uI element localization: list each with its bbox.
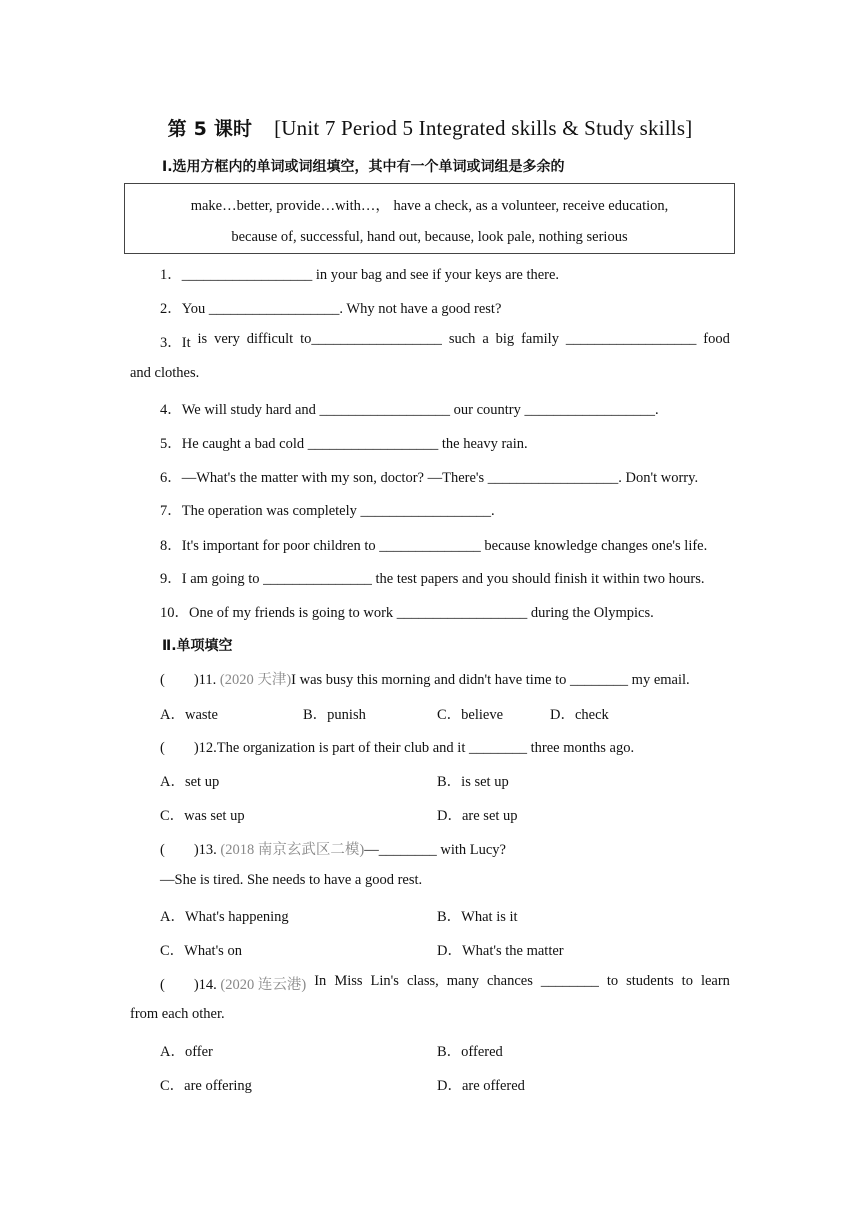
word-box-line-1: make…better, provide…with…， have a check, as a volunteer, receive education, xyxy=(190,198,669,214)
q12-option-a: A．set up xyxy=(160,774,220,790)
q14-option-b: B．offered xyxy=(437,1044,503,1060)
question-13-continued: —She is tired. She needs to have a good rest. xyxy=(160,872,423,888)
q3-word: is xyxy=(197,331,208,347)
q3-word: difficult xyxy=(246,331,294,347)
q11-option-b: B．punish xyxy=(303,707,366,723)
question-12: ( )12.The organization is part of their club and it ________ three months ago. xyxy=(160,740,635,756)
q14-number: ( )14. xyxy=(160,977,221,993)
word-box-line-2: because of, successful, hand out, because, look pale, nothing serious xyxy=(231,229,628,245)
q14-word: In xyxy=(314,973,327,989)
q14-option-a: A．offer xyxy=(160,1044,213,1060)
q11-text: I was busy this morning and didn't have time to ________ my email. xyxy=(291,672,690,688)
question-8: 8．It's important for poor children to ______________ because knowledge changes one's life. xyxy=(160,538,708,554)
q14-word: many xyxy=(446,973,479,989)
q14-number-source xyxy=(160,973,306,994)
q3-word: a xyxy=(482,331,489,347)
q3-word: food xyxy=(703,331,730,347)
unit-title: [Unit 7 Period 5 Integrated skills & Study skills] xyxy=(274,116,693,140)
word-box xyxy=(124,183,735,254)
q3-word: to__________________ xyxy=(300,331,442,347)
q3-word: very xyxy=(214,331,240,347)
q14-word: Miss xyxy=(334,973,363,989)
q14-word: to xyxy=(606,973,619,989)
q13-source: (2018 南京玄武区二模) xyxy=(220,842,365,858)
q12-option-b: B．is set up xyxy=(437,774,509,790)
q13-option-c: C．What's on xyxy=(160,943,242,959)
question-1: 1．__________________ in your bag and see if your keys are there. xyxy=(160,267,560,283)
section-1-heading: Ⅰ.选用方框内的单词或词组填空，其中有一个单词或词组是多余的 xyxy=(162,159,565,175)
q3-word: 3．It xyxy=(160,335,191,351)
q11-source: (2020 天津) xyxy=(219,672,292,688)
q12-option-d: D．are set up xyxy=(437,808,518,824)
q13-option-b: B．What is it xyxy=(437,909,518,925)
question-9: 9．I am going to _______________ the test papers and you should finish it within two hours. xyxy=(160,571,705,587)
q14-word: class, xyxy=(406,973,439,989)
page-title xyxy=(130,114,730,141)
question-3 xyxy=(160,331,730,352)
question-5: 5．He caught a bad cold __________________ the heavy rain. xyxy=(160,436,528,452)
q14-option-d: D．are offered xyxy=(437,1078,525,1094)
section-2-heading: Ⅱ.单项填空 xyxy=(162,638,233,654)
q12-option-c: C．was set up xyxy=(160,808,245,824)
q14-word: to xyxy=(681,973,693,989)
q3-word: such xyxy=(448,331,476,347)
q11-number: ( )11. xyxy=(160,672,220,688)
q14-word: students xyxy=(626,973,674,989)
question-11 xyxy=(160,668,690,689)
q3-word: big xyxy=(495,331,515,347)
q14-word: learn xyxy=(700,973,730,989)
q3-word: family xyxy=(521,331,559,347)
question-2: 2．You __________________. Why not have a good rest? xyxy=(160,301,502,317)
question-7: 7．The operation was completely __________________. xyxy=(160,503,495,519)
q13-number: ( )13. xyxy=(160,842,221,858)
lesson-number: 第 5 课时 xyxy=(167,118,253,140)
q13-option-a: A．What's happening xyxy=(160,909,289,925)
q13-option-d: D．What's the matter xyxy=(437,943,564,959)
question-6: 6．—What's the matter with my son, doctor? —There's __________________. Don't worry. xyxy=(160,470,699,486)
q14-word: ________ xyxy=(540,973,599,989)
q11-option-a: A．waste xyxy=(160,707,218,723)
question-13 xyxy=(160,838,506,859)
q14-option-c: C．are offering xyxy=(160,1078,252,1094)
q14-word: Lin's xyxy=(370,973,399,989)
q14-source: (2020 连云港) xyxy=(220,977,307,993)
q13-text: —________ with Lucy? xyxy=(364,842,506,858)
question-14-continued: from each other. xyxy=(130,1006,225,1022)
q14-word: chances xyxy=(486,973,533,989)
q3-word: __________________ xyxy=(565,331,697,347)
q11-option-c: C．believe xyxy=(437,707,504,723)
question-4: 4．We will study hard and __________________ our country __________________. xyxy=(160,402,659,418)
question-14 xyxy=(160,973,730,994)
question-3-continued: and clothes. xyxy=(130,365,200,381)
question-10: 10．One of my friends is going to work __________________ during the Olympics. xyxy=(160,605,654,621)
q11-option-d: D．check xyxy=(550,707,609,723)
